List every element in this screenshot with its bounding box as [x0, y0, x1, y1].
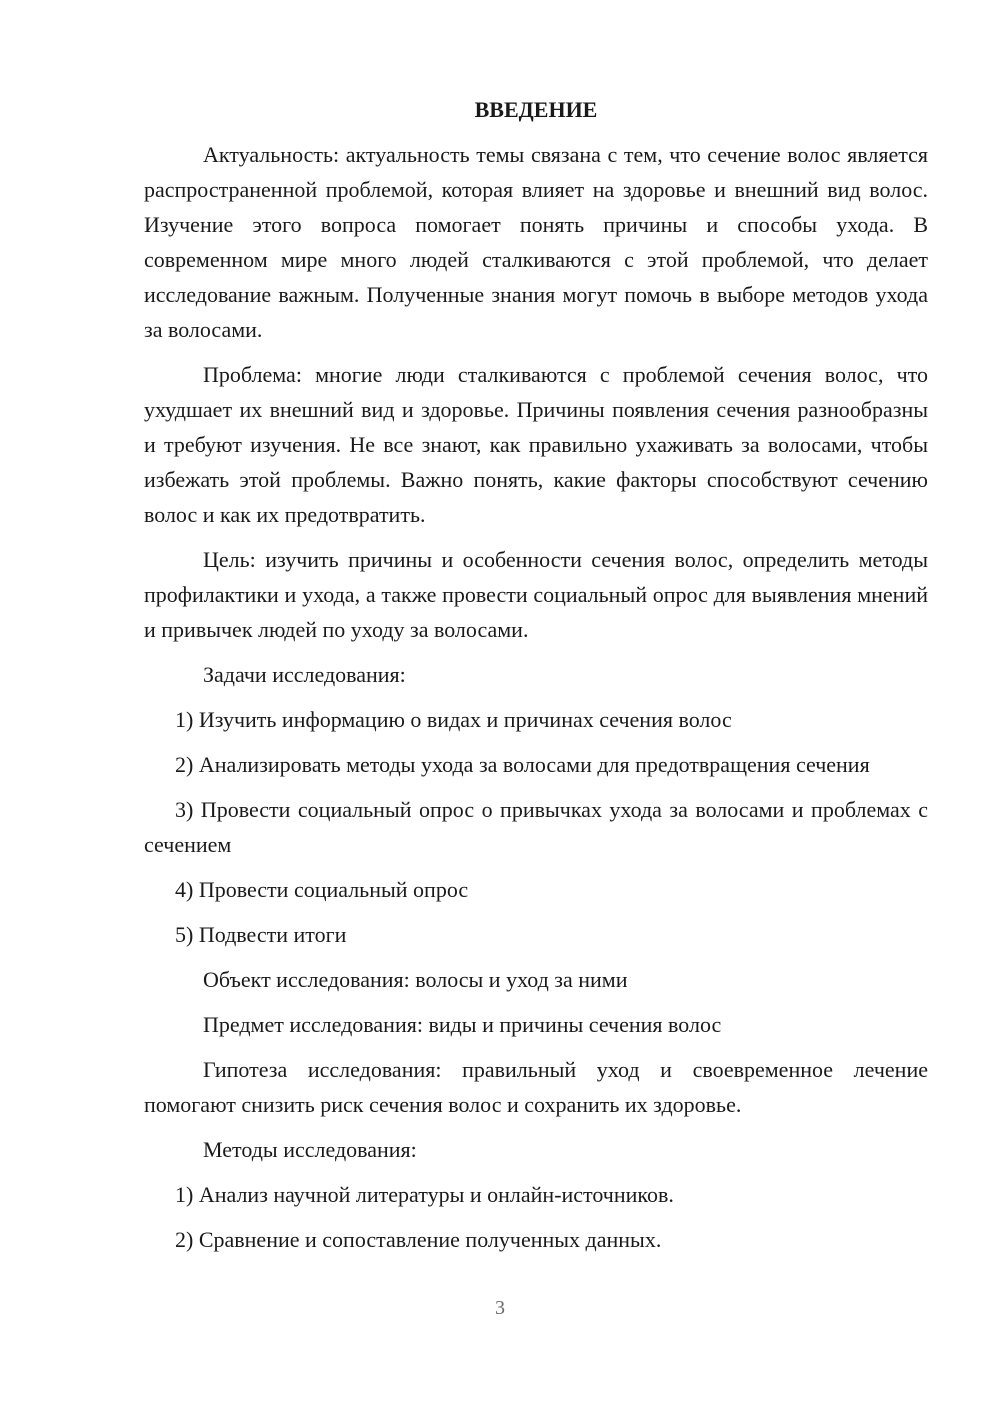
methods-heading: Методы исследования: [203, 1137, 417, 1162]
list-item: 2) Анализировать методы ухода за волосами для предотвращения сечения [175, 752, 870, 777]
list-item: 5) Подвести итоги [175, 922, 347, 947]
object-line: Объект исследования: волосы и уход за ними [203, 967, 628, 992]
goal-paragraph: Цель: изучить причины и особенности сечения волос, определить методы профилактики и ухода, а также провести социальный опрос для выявления мнений и привычек людей по уходу за волосами. [144, 547, 928, 642]
list-item: 1) Анализ научной литературы и онлайн-источников. [175, 1182, 674, 1207]
subject-line: Предмет исследования: виды и причины сечения волос [203, 1012, 722, 1037]
page-title: ВВЕДЕНИЕ [474, 97, 598, 122]
list-item: 2) Сравнение и сопоставление полученных данных. [175, 1227, 662, 1252]
tasks-list [144, 702, 928, 952]
list-item: 1) Изучить информацию о видах и причинах сечения волос [175, 707, 732, 732]
document-page [144, 95, 928, 1267]
list-item: 4) Провести социальный опрос [175, 877, 469, 902]
methods-list [144, 1177, 928, 1257]
hypothesis-paragraph: Гипотеза исследования: правильный уход и своевременное лечение помогают снизить риск сечения волос и сохранить их здоровье. [144, 1057, 928, 1117]
list-item: 3) Провести социальный опрос о привычках ухода за волосами и проблемах с сечением [144, 797, 928, 857]
page-number: 3 [495, 1297, 505, 1319]
problem-paragraph: Проблема: многие люди сталкиваются с проблемой сечения волос, что ухудшает их внешний вид и здоровье. Причины появления сечения разнообразны и требуют изучения. Не все знают, как правильно ухаживать за волосами, чтобы избежать этой проблемы. Важно понять, какие факторы способствуют сечению волос и как их предотвратить. [144, 362, 928, 527]
relevance-paragraph: Актуальность: актуальность темы связана с тем, что сечение волос является распространенной проблемой, которая влияет на здоровье и внешний вид волос. Изучение этого вопроса помогает понять причины и способы ухода. В современном мире много людей сталкиваются с этой проблемой, что делает исследование важным. Полученные знания могут помочь в выборе методов ухода за волосами. [144, 142, 928, 342]
tasks-heading: Задачи исследования: [203, 662, 406, 687]
